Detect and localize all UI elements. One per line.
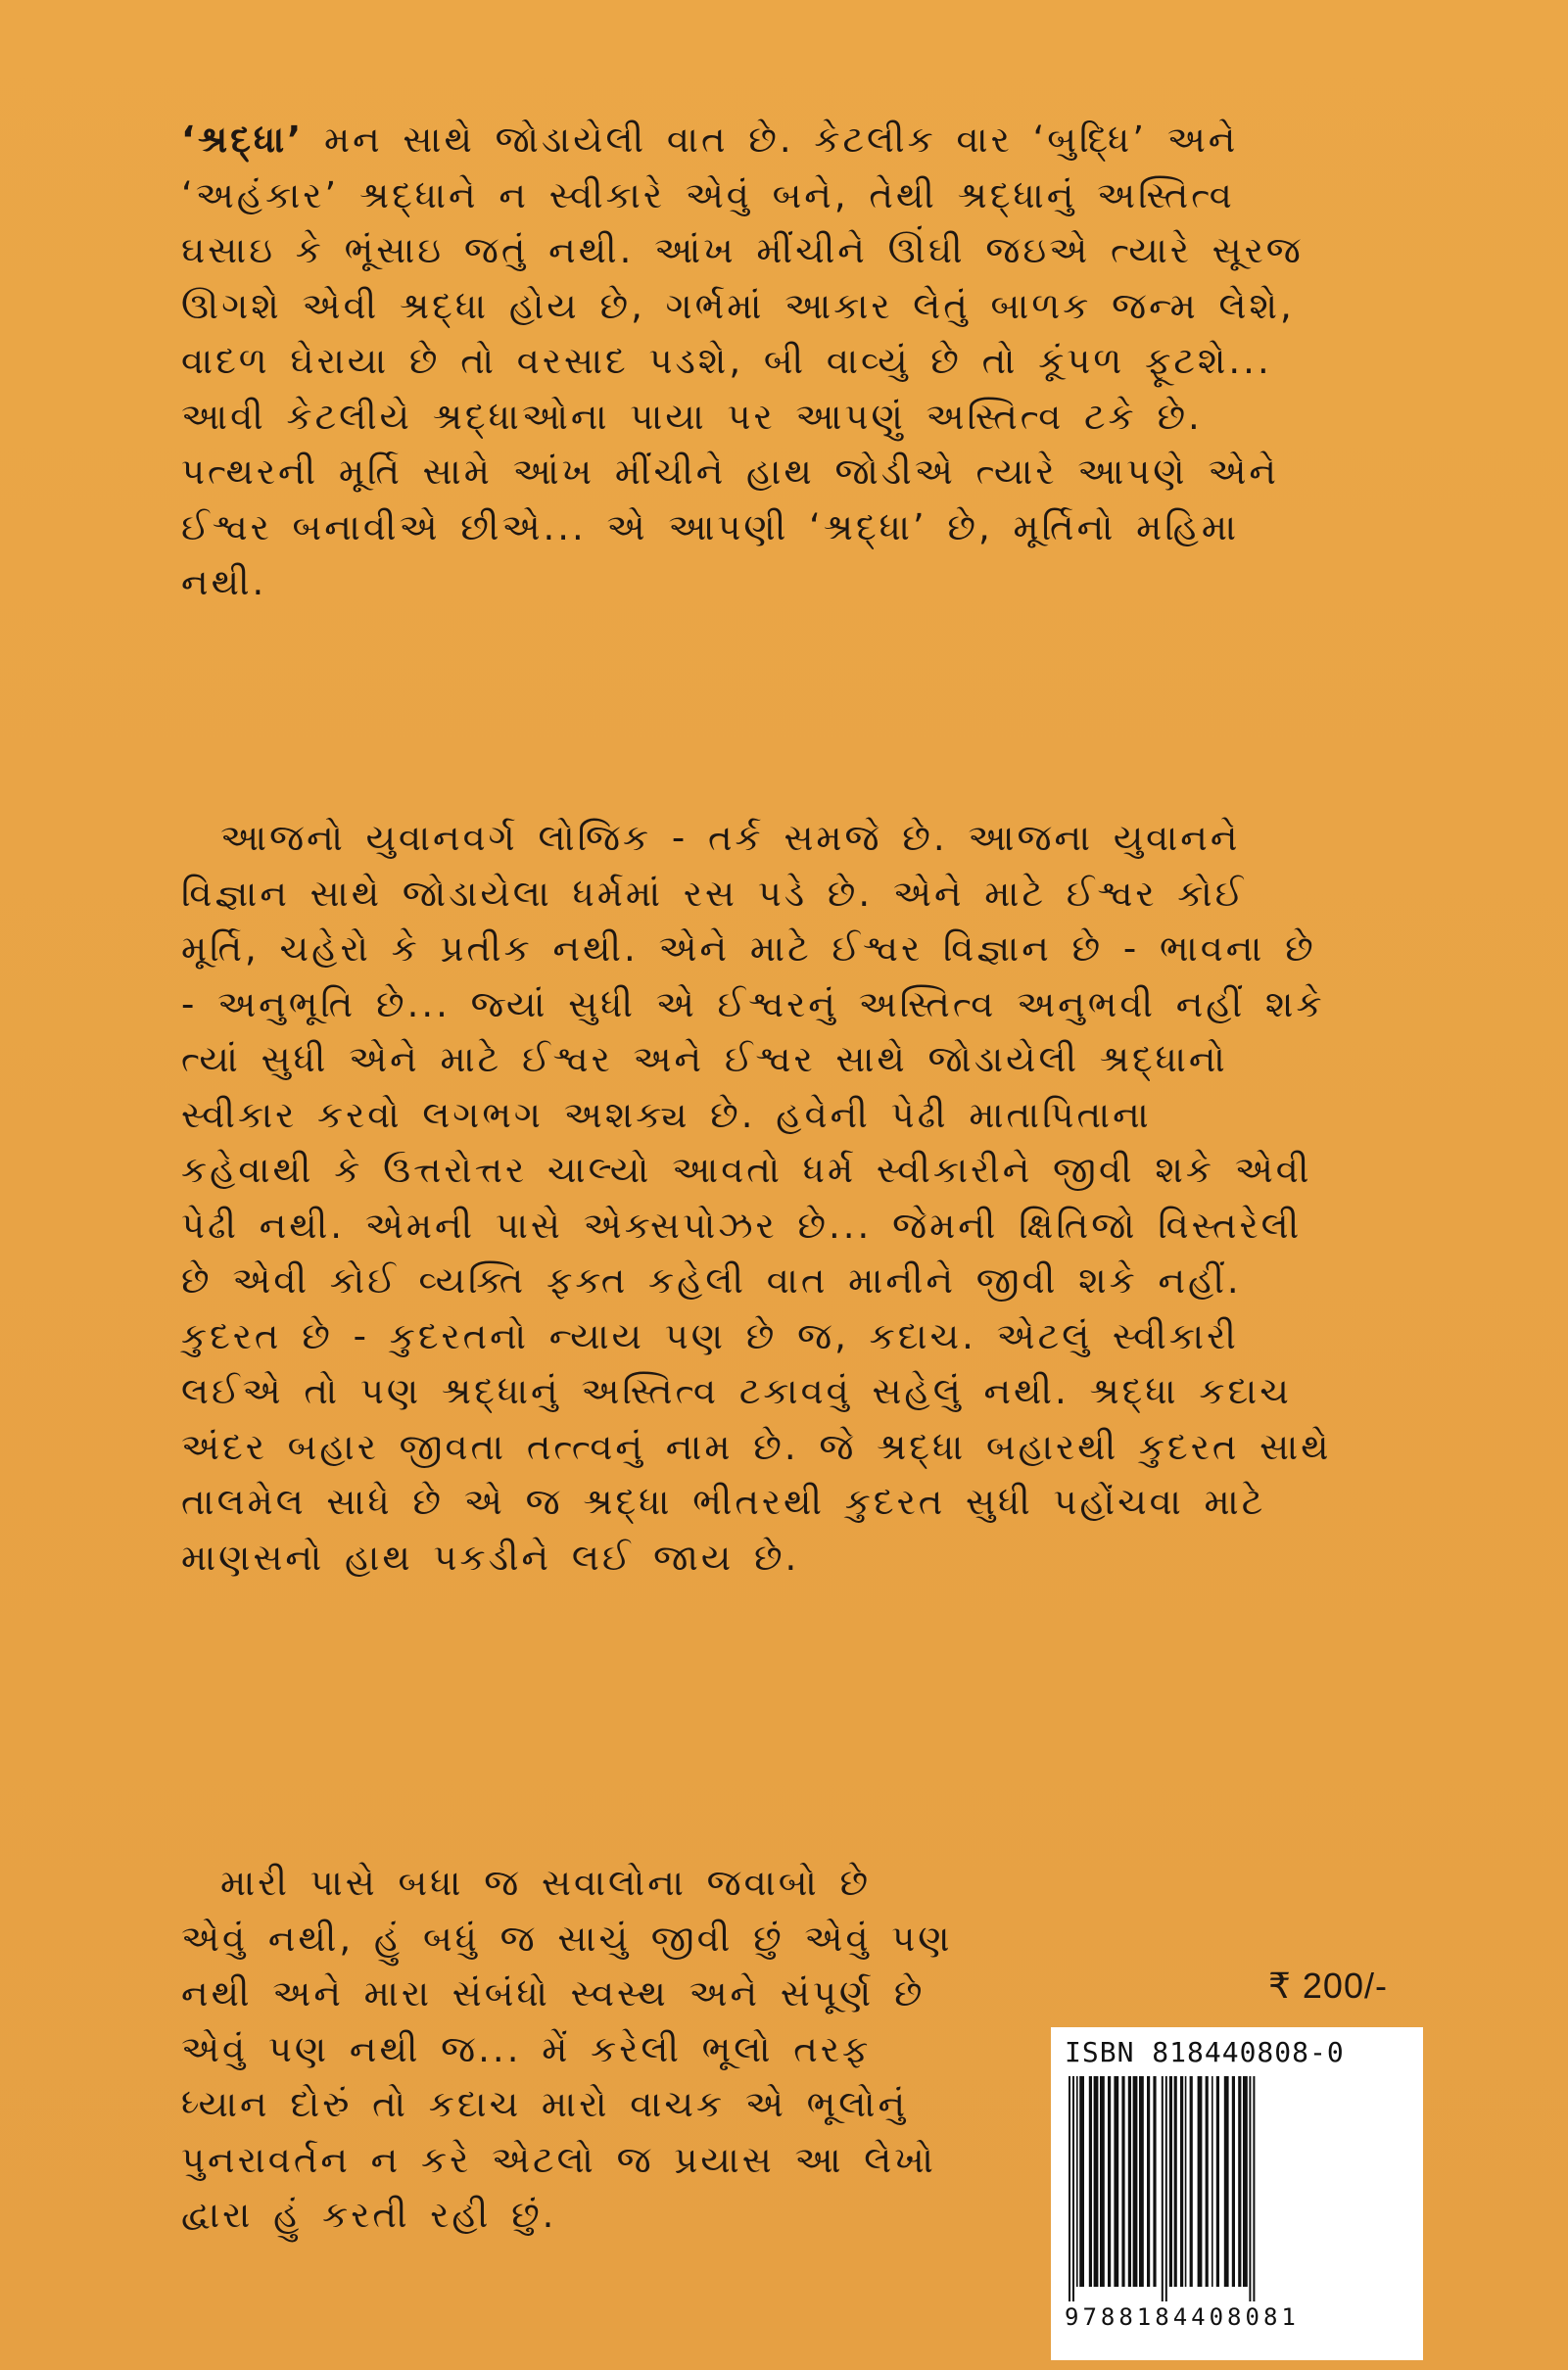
paragraph-line: આવી કેટલીયે શ્રદ્ધાઓના પાયા પર આપણું અસ્તિત્વ ટકે છે. — [181, 395, 1203, 438]
paragraph-line: ‘અહંકાર’ શ્રદ્ધાને ન સ્વીકારે એવું બને, તેથી શ્રદ્ધાનું અસ્તિત્વ — [181, 173, 1235, 216]
barcode-bar — [1100, 2076, 1105, 2287]
paragraph-1 — [181, 113, 1405, 611]
paragraph-line: દ્વારા હું કરતી રહી છું. — [181, 2194, 557, 2236]
paragraph-line: નથી. — [181, 561, 267, 603]
barcode-bar — [1076, 2076, 1078, 2287]
paragraph-2 — [181, 811, 1405, 1586]
paragraph-line: ત્યાં સુધી એને માટે ઈશ્વર અને ઈશ્વર સાથે જોડાયેલી શ્રદ્ધાનો — [181, 1038, 1228, 1080]
paragraph-line: વાદળ ઘેરાયા છે તો વરસાદ પડશે, બી વાવ્યું છે તો કૂંપળ ફૂટશે... — [181, 340, 1272, 382]
paragraph-line: લઈએ તો પણ શ્રદ્ધાનું અસ્તિત્વ ટકાવવું સહેલું નથી. શ્રદ્ધા કદાચ — [181, 1370, 1292, 1412]
barcode-bar — [1139, 2076, 1144, 2287]
paragraph-line: ‘શ્રદ્ધા’ મન સાથે જોડાયેલી વાત છે. કેટલીક વાર ‘બુદ્ધિ’ અને — [181, 118, 1239, 161]
paragraph-line: નથી અને મારા સંબંધો સ્વસ્થ અને સંપૂર્ણ છે — [181, 1972, 926, 2014]
barcode-bar — [1162, 2076, 1164, 2301]
paragraph-line: ઈશ્વર બનાવીએ છીએ... એ આપણી ‘શ્રદ્ધા’ છે, મૂર્તિનો મહિમા — [181, 505, 1240, 548]
isbn-barcode — [1051, 2027, 1423, 2360]
barcode-bar — [1089, 2076, 1092, 2287]
barcode-bar — [1212, 2076, 1213, 2287]
paragraph-line: ધ્યાન દોરું તો કદાચ મારો વાચક એ ભૂલોનું — [181, 2083, 909, 2125]
barcode-bar — [1094, 2076, 1099, 2287]
paragraph-line: એવું પણ નથી જ... મેં કરેલી ભૂલો તરફ — [181, 2027, 872, 2070]
barcode-bar — [1072, 2076, 1074, 2301]
barcode-bar — [1121, 2076, 1124, 2287]
barcode-bar — [1153, 2076, 1156, 2287]
isbn-label: ISBN 818440808-0 — [1065, 2036, 1345, 2068]
barcode-bar — [1069, 2076, 1070, 2301]
barcode-bar — [1206, 2076, 1209, 2287]
paragraph-line: વિજ્ઞાન સાથે જોડાયેલા ધર્મમાં રસ પડે છે. એને માટે ઈશ્વર કોઈ — [181, 872, 1247, 915]
price-label: ₹ 200/- — [1268, 1966, 1388, 2006]
paragraph-line: કહેવાથી કે ઉત્તરોત્તર ચાલ્યો આવતો ધર્મ સ્વીકારીને જીવી શકે એવી — [181, 1149, 1312, 1191]
paragraph-line: અંદર બહાર જીવતા તત્ત્વનું નામ છે. જે શ્રદ્ધા બહારથી કુદરત સાથે — [181, 1425, 1332, 1468]
barcode-bar — [1114, 2076, 1118, 2287]
barcode-bar — [1198, 2076, 1203, 2287]
ean-digits: 9788184408081 — [1065, 2303, 1300, 2331]
paragraph-3 — [181, 1856, 1023, 2244]
paragraph-line: પત્થરની મૂર્તિ સામે આંખ મીંચીને હાથ જોડીએ ત્યારે આપણે એને — [181, 450, 1279, 493]
barcode-bar — [1190, 2076, 1193, 2287]
barcode-bar — [1128, 2076, 1131, 2287]
paragraph-line: પુનરાવર્તન ન કરે એટલો જ પ્રયાસ આ લેખો — [181, 2138, 936, 2181]
barcode-bar — [1133, 2076, 1138, 2287]
barcode-bar — [1165, 2076, 1167, 2301]
barcode-bar — [1108, 2076, 1111, 2287]
barcode-bars — [1065, 2076, 1409, 2301]
barcode-bar — [1253, 2076, 1255, 2301]
barcode-bar — [1180, 2076, 1183, 2287]
barcode-bar — [1216, 2076, 1219, 2287]
barcode-bar — [1243, 2076, 1248, 2287]
paragraph-line: ઊગશે એવી શ્રદ્ધા હોય છે, ગર્ભમાં આકાર લેતું બાળક જન્મ લેશે, — [181, 284, 1295, 327]
barcode-bar — [1232, 2076, 1235, 2287]
barcode-bar — [1174, 2076, 1177, 2287]
lead-word: ‘શ્રદ્ધા’ — [181, 118, 305, 161]
paragraph-line: માણસનો હાથ પકડીને લઈ જાય છે. — [181, 1536, 800, 1579]
barcode-bar — [1147, 2076, 1150, 2287]
paragraph-line: મારી પાસે બધા જ સવાલોના જવાબો છે — [220, 1862, 872, 1904]
paragraph-line: છે એવી કોઈ વ્યક્તિ ફક્ત કહેલી વાત માનીને જીવી શકે નહીં. — [181, 1259, 1242, 1302]
barcode-bar — [1224, 2076, 1229, 2287]
barcode-bar — [1238, 2076, 1241, 2287]
paragraph-line: - અનુભૂતિ છે... જ્યાં સુધી એ ઈશ્વરનું અસ્તિત્વ અનુભવી નહીં શકે — [181, 982, 1325, 1025]
barcode-bar — [1079, 2076, 1084, 2287]
paragraph-line: આજનો યુવાનવર્ગ લોજિક - તર્ક સમજે છે. આજના યુવાનને — [220, 817, 1241, 859]
barcode-bar — [1169, 2076, 1172, 2287]
paragraph-line: તાલમેલ સાધે છે એ જ શ્રદ્ધા ભીતરથી કુદરત સુધી પહોંચવા માટે — [181, 1481, 1266, 1523]
paragraph-line: એવું નથી, હું બધું જ સાચું જીવી છું એવું પણ — [181, 1917, 953, 1960]
paragraph-line: ઘસાઇ કે ભૂંસાઇ જતું નથી. આંખ મીંચીને ઊંઘી જઇએ ત્યારે સૂરજ — [181, 229, 1304, 271]
barcode-bar — [1185, 2076, 1187, 2287]
paragraph-line: સ્વીકાર કરવો લગભગ અશક્ય છે. હવેની પેઢી માતાપિતાના — [181, 1093, 1152, 1136]
paragraph-line: પેઢી નથી. એમની પાસે એક્સપોઝર છે... જેમની ક્ષિતિજો વિસ્તરેલી — [181, 1204, 1303, 1247]
barcode-bar — [1249, 2076, 1251, 2301]
paragraph-line: કુદરત છે - કુદરતનો ન્યાય પણ છે જ, કદાચ. એટલું સ્વીકારી — [181, 1314, 1239, 1357]
paragraph-line: મૂર્તિ, ચહેરો કે પ્રતીક નથી. એને માટે ઈશ્વર વિજ્ઞાન છે - ભાવના છે — [181, 927, 1316, 970]
